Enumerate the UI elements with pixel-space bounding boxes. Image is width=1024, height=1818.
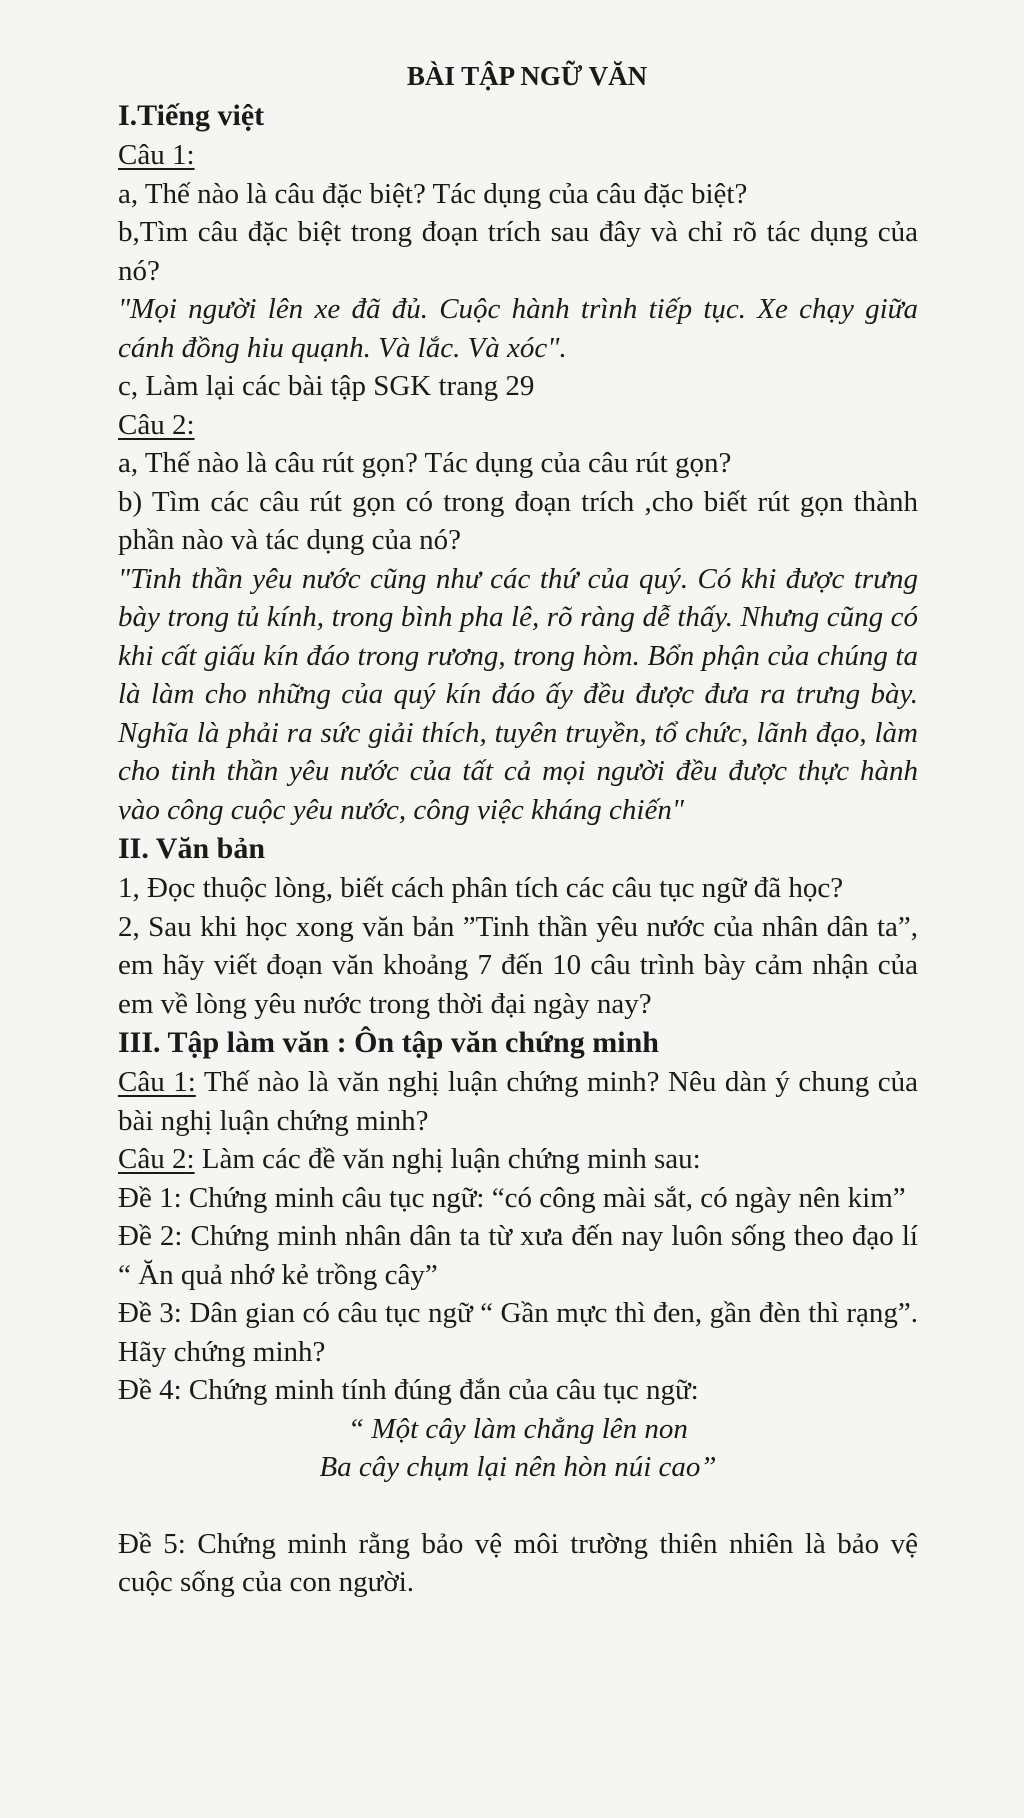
page-title: BÀI TẬP NGỮ VĂN xyxy=(406,61,648,91)
section-heading-tap-lam-van: III. Tập làm văn : Ôn tập văn chứng minh xyxy=(118,1026,659,1059)
cau2-text: Làm các đề văn nghị luận chứng minh sau: xyxy=(194,1143,701,1175)
spacer xyxy=(118,1487,918,1525)
poem-line: Ba cây chụm lại nên hòn núi cao” xyxy=(319,1451,717,1483)
question-text xyxy=(118,1140,918,1179)
question-text xyxy=(118,1063,918,1140)
cau2-label: Câu 2: xyxy=(118,1143,195,1175)
document-content xyxy=(118,56,918,1602)
question-text: b,Tìm câu đặc biệt trong đoạn trích sau đây và chỉ rõ tác dụng của nó? xyxy=(118,216,918,287)
question-label xyxy=(118,136,918,175)
cau1-label: Câu 1: xyxy=(118,1066,196,1098)
question-text: c, Làm lại các bài tập SGK trang 29 xyxy=(118,370,535,402)
cau1-label: Câu 1: xyxy=(118,139,195,171)
topic-item: Đề 5: Chứng minh rằng bảo vệ môi trường thiên nhiên là bảo vệ cuộc sống của con người. xyxy=(118,1527,918,1598)
excerpt-quote: "Mọi người lên xe đã đủ. Cuộc hành trình tiếp tục. Xe chạy giữa cánh đồng hiu quạnh. Và lắc. Và xóc". xyxy=(118,293,918,364)
section-heading-tieng-viet: I.Tiếng việt xyxy=(118,99,265,132)
question-text: a, Thế nào là câu đặc biệt? Tác dụng của câu đặc biệt? xyxy=(118,177,748,210)
question-text: a, Thế nào là câu rút gọn? Tác dụng của câu rút gọn? xyxy=(118,447,732,479)
list-item: 2, Sau khi học xong văn bản ”Tinh thần yêu nước của nhân dân ta”, em hãy viết đoạn văn khoảng 7 đến 10 câu trình bày cảm nhận của em về lòng yêu nước trong thời đại ngày nay? xyxy=(118,910,918,1020)
question-label xyxy=(118,406,918,445)
topic-item: Đề 3: Dân gian có câu tục ngữ “ Gần mực thì đen, gần đèn thì rạng”. Hãy chứng minh? xyxy=(118,1297,918,1368)
list-item: 1, Đọc thuộc lòng, biết cách phân tích các câu tục ngữ đã học? xyxy=(118,872,844,904)
cau2-label: Câu 2: xyxy=(118,408,195,441)
cau1-text: Thế nào là văn nghị luận chứng minh? Nêu dàn ý chung của bài nghị luận chứng minh? xyxy=(118,1066,918,1137)
excerpt-quote: "Tinh thần yêu nước cũng như các thứ của quý. Có khi được trưng bày trong tủ kính, trong bình pha lê, rõ ràng dễ thấy. Nhưng cũng có khi cất giấu kín đáo trong rương, trong hòm. Bổn phận của chúng ta là làm cho những của quý kín đáo ấy đều được đưa ra trưng bày. Nghĩa là phải ra sức giải thích, tuyên truyền, tổ chức, lãnh đạo, làm cho tinh thần yêu nước của tất cả mọi người đều được thực hành vào công cuộc yêu nước, công việc kháng chiến" xyxy=(118,562,918,826)
section-heading-van-ban: II. Văn bản xyxy=(118,832,266,865)
topic-item: Đề 4: Chứng minh tính đúng đắn của câu tục ngữ: xyxy=(118,1374,699,1406)
topic-item: Đề 1: Chứng minh câu tục ngữ: “có công mài sắt, có ngày nên kim” xyxy=(118,1181,906,1214)
topic-item: Đề 2: Chứng minh nhân dân ta từ xưa đến nay luôn sống theo đạo lí “ Ăn quả nhớ kẻ trồng cây” xyxy=(118,1220,918,1291)
question-text: b) Tìm các câu rút gọn có trong đoạn trích ,cho biết rút gọn thành phần nào và tác dụng của nó? xyxy=(118,485,918,556)
poem-line: “ Một cây làm chẳng lên non xyxy=(348,1412,688,1445)
